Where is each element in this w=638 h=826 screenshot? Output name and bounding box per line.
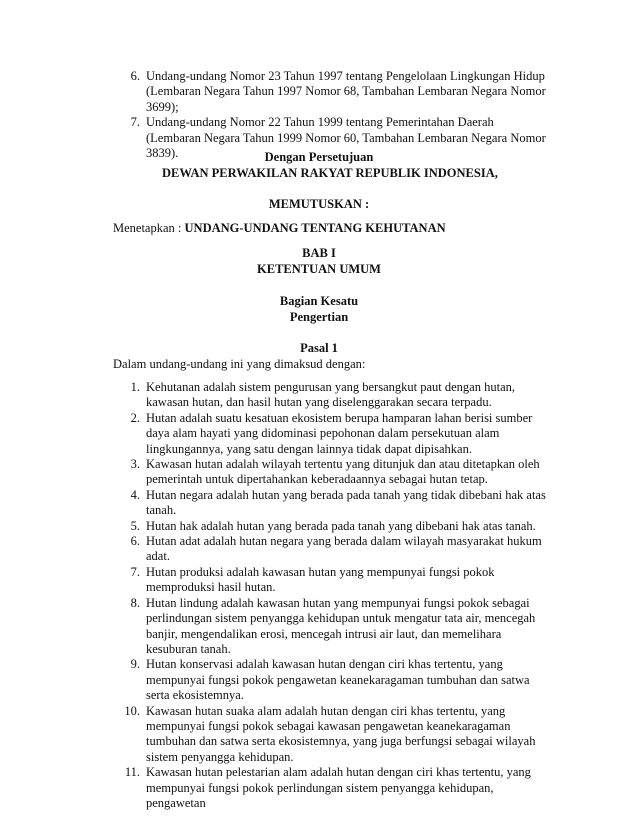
item-text: Hutan produksi adalah kawasan hutan yang mempunyai fungsi pokok memproduksi hasil hutan. xyxy=(146,564,495,595)
menetapkan-label: Menetapkan : xyxy=(113,221,185,235)
definition-item xyxy=(116,488,546,519)
definition-item xyxy=(116,596,546,658)
definition-item xyxy=(116,657,546,703)
dpr-heading: DEWAN PERWAKILAN RAKYAT REPUBLIK INDONESIA, xyxy=(162,166,498,180)
definition-item xyxy=(116,765,546,811)
definition-item xyxy=(116,380,546,411)
item-text: Hutan konservasi adalah kawasan hutan dengan ciri khas tertentu, yang mempunyai fungsi pokok pengawetan keanekaragaman tumbuhan dan satwa serta ekosistemnya. xyxy=(146,657,530,703)
definition-item xyxy=(116,534,546,565)
bagian-title: Pengertian xyxy=(289,310,349,324)
bab-heading: BAB I xyxy=(302,246,336,260)
item-text: Undang-undang Nomor 22 Tahun 1999 tentang Pemerintahan Daerah (Lembaran Negara Tahun 1999 Nomor 60, Tambahan Lembaran Negara Nomor 3839). xyxy=(146,115,546,161)
definition-item xyxy=(116,519,546,534)
item-number: 11. xyxy=(124,765,140,780)
item-text: Hutan hak adalah hutan yang berada pada tanah yang dibebani hak atas tanah. xyxy=(146,518,536,533)
item-text: Undang-undang Nomor 23 Tahun 1997 tentang Pengelolaan Lingkungan Hidup (Lembaran Negara Tahun 1997 Nomor 68, Tambahan Lembaran Negara Nomor 3699); xyxy=(146,69,546,114)
item-number: 8. xyxy=(130,595,140,610)
item-text: Hutan lindung adalah kawasan hutan yang mempunyai fungsi pokok sebagai perlindungan sistem penyangga kehidupan untuk mengatur tata air, mencegah banjir, mengendalikan erosi, mencegah intrusi air laut, dan memelihara kesuburan tanah. xyxy=(146,595,536,656)
definition-item xyxy=(116,457,546,488)
bab-title: KETENTUAN UMUM xyxy=(257,262,381,276)
item-text: Kehutanan adalah sistem pengurusan yang bersangkut paut dengan hutan, kawasan hutan, dan hasil hutan yang diselenggarakan secara terpadu. xyxy=(146,380,515,410)
item-text: Kawasan hutan suaka alam adalah hutan dengan ciri khas tertentu, yang mempunyai fungsi pokok sebagai kawasan pengawetan keanekaragaman tumbuhan dan satwa serta ekosistemnya, yang juga berfungsi sebagai wilayah sistem penyangga kehidupan. xyxy=(146,703,536,764)
item-number: 1. xyxy=(130,380,140,394)
memutuskan-heading: MEMUTUSKAN : xyxy=(268,197,370,211)
item-number: 5. xyxy=(130,518,140,533)
item-number: 7. xyxy=(130,564,140,579)
item-number: 9. xyxy=(130,657,140,672)
item-text: Kawasan hutan pelestarian alam adalah hutan dengan ciri khas tertentu, yang mempunyai fungsi pokok perlindungan sistem penyangga kehidupan, pengawetan xyxy=(146,765,531,810)
definition-item xyxy=(116,565,546,596)
list-item xyxy=(116,69,546,115)
item-text: Kawasan hutan adalah wilayah tertentu yang ditunjuk dan atau ditetapkan oleh pemerintah untuk dipertahankan keberadaannya sebagai hutan tetap. xyxy=(146,457,540,487)
item-number: 7. xyxy=(130,115,140,130)
item-text: Hutan adat adalah hutan negara yang berada dalam wilayah masyarakat hukum adat. xyxy=(146,534,542,564)
intro-text: Dalam undang-undang ini yang dimaksud dengan: xyxy=(113,357,366,371)
item-text: Hutan adalah suatu kesatuan ekosistem berupa hamparan lahan berisi sumber daya alam hayati yang didominasi pepohonan dalam persekutuan alam lingkungannya, yang satu dengan lainnya tidak dapat dipisahkan. xyxy=(146,410,533,456)
bagian-heading: Bagian Kesatu xyxy=(279,294,359,308)
item-number: 2. xyxy=(130,410,140,425)
top-list xyxy=(116,69,546,161)
menetapkan-line xyxy=(113,221,446,236)
pasal-heading: Pasal 1 xyxy=(300,341,338,355)
item-text: Hutan negara adalah hutan yang berada pada tanah yang tidak dibebani hak atas tanah. xyxy=(146,487,546,518)
item-number: 10. xyxy=(124,703,140,718)
item-number: 6. xyxy=(130,69,140,83)
persetujuan-heading: Dengan Persetujuan xyxy=(264,150,374,164)
definition-item xyxy=(116,704,546,766)
definition-item xyxy=(116,411,546,457)
definitions-list xyxy=(116,380,546,811)
item-number: 6. xyxy=(130,534,140,549)
item-number: 3. xyxy=(130,457,140,472)
item-number: 4. xyxy=(130,487,140,502)
menetapkan-value: UNDANG-UNDANG TENTANG KEHUTANAN xyxy=(184,221,446,235)
